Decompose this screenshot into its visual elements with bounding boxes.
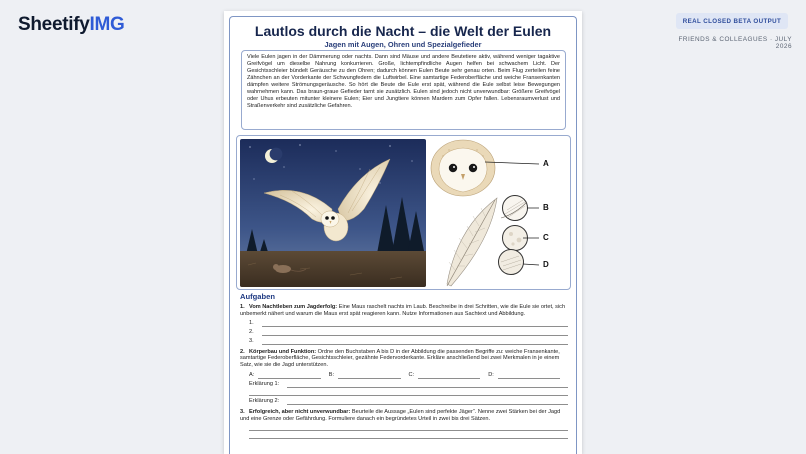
task-lead: Vom Nachtleben zum Jagderfolg: <box>249 304 338 310</box>
figure-label-b: B <box>543 203 549 212</box>
answer-field-b[interactable]: B: <box>329 372 401 379</box>
task-number: 3. <box>240 408 245 415</box>
task-1 <box>240 304 568 345</box>
worksheet-subtitle: Jagen mit Augen, Ohren und Spezialgefieder <box>324 40 482 49</box>
figure-label-a: A <box>543 159 549 168</box>
reading-text: Viele Eulen jagen in der Dämmerung oder nachts. Dann sind Mäuse und andere Beutetiere aktiv, während weniger tagaktive Greifvögel um dieselbe Nahrung konkurrieren. Große, lichtempfindliche Augen helfen bei schwachem Licht. Der Gesichtsschleier bündelt Geräusche zu den Ohren; dadurch können Eulen Beute sehr genau orten. Beim Flug zerteilen feine Zähnchen an der Vorderkante der Schwungfedern die Luftwirbel. Eine samtartige Federoberfläche und weiche Fransenkanten dämpfen weitere Strömungsgeräusche. So hört die Beute die Eule erst spät, während die Eule selbst leise Bewegungen wahrnehmen kann. Das braun-graue Gefieder tarnt sie zusätzlich. Eulen sind jedoch nicht unverwundbar: Größere Greifvögel oder Uhus erbeuten mitunter kleinere Eulen; Eier und Jungtiere können Mardern zum Opfer fallen. Lebensraumverlust und Straßenverkehr sind zusätzliche Gefahren. <box>241 50 566 130</box>
answer-line[interactable]: 2. <box>240 327 568 336</box>
task-text: Ordne den Buchstaben A bis D in der Abbildung die passenden Begriffe zu: weiche Fransenkante, samtartige Federoberfläche, Gesichtsschleier, gezähnte Federvorderkante. Erkläre anschließend bei zwei Merkmalen in je einem Satz, wie sie die Jagd unterstützen. <box>240 348 560 369</box>
beta-badge: REAL CLOSED BETA OUTPUT <box>676 13 788 29</box>
figure-label-d: D <box>543 260 549 269</box>
answer-field-a[interactable]: A: <box>249 372 321 379</box>
task-text: Eine Maus raschelt nachts im Laub. Beschreibe in drei Schritten, wie die Eule sie ortet, sich unbemerkt nähert und warum die Maus erst spät reagieren kann. Nutze Informationen aus Sachtext und Abbildung. <box>240 304 566 317</box>
answer-line[interactable]: 3. <box>240 336 568 345</box>
worksheet-page <box>224 11 582 454</box>
brand-logo: SheetifyIMG <box>18 14 125 35</box>
letter-assignment-row <box>240 369 568 379</box>
task-text: Beurteile die Aussage „Eulen sind perfekte Jäger“. Nenne zwei Stärken bei der Jagd und eine Grenze oder Gefährdung. Formuliere danach ein begründetes Urteil in zwei bis drei Sätzen. <box>240 408 561 422</box>
tasks-section <box>240 292 568 443</box>
task-number: 2. <box>240 348 245 355</box>
answer-line[interactable] <box>249 423 568 431</box>
answer-field-c[interactable]: C: <box>409 372 481 379</box>
owl-figure <box>236 135 571 290</box>
task-2 <box>240 349 568 405</box>
answer-line[interactable]: 1. <box>240 318 568 327</box>
worksheet-title: Lautlos durch die Nacht – die Welt der Eulen <box>254 23 552 39</box>
task-lead: Körperbau und Funktion: <box>249 348 317 355</box>
tasks-heading: Aufgaben <box>240 292 276 301</box>
figure-label-c: C <box>543 233 549 242</box>
owl-diagram <box>427 136 571 290</box>
subline: FRIENDS & COLLEAGUES · JULY 2026 <box>678 36 792 50</box>
answer-line[interactable] <box>249 388 568 396</box>
task-lead: Erfolgreich, aber nicht unverwundbar: <box>249 408 351 415</box>
task-3 <box>240 409 568 439</box>
answer-line[interactable]: Erklärung 2: <box>240 396 568 405</box>
task-number: 1. <box>240 304 245 310</box>
owl-night-scene <box>240 139 426 287</box>
answer-line[interactable]: Erklärung 1: <box>240 379 568 388</box>
answer-line[interactable] <box>249 431 568 439</box>
answer-field-d[interactable]: D: <box>488 372 560 379</box>
